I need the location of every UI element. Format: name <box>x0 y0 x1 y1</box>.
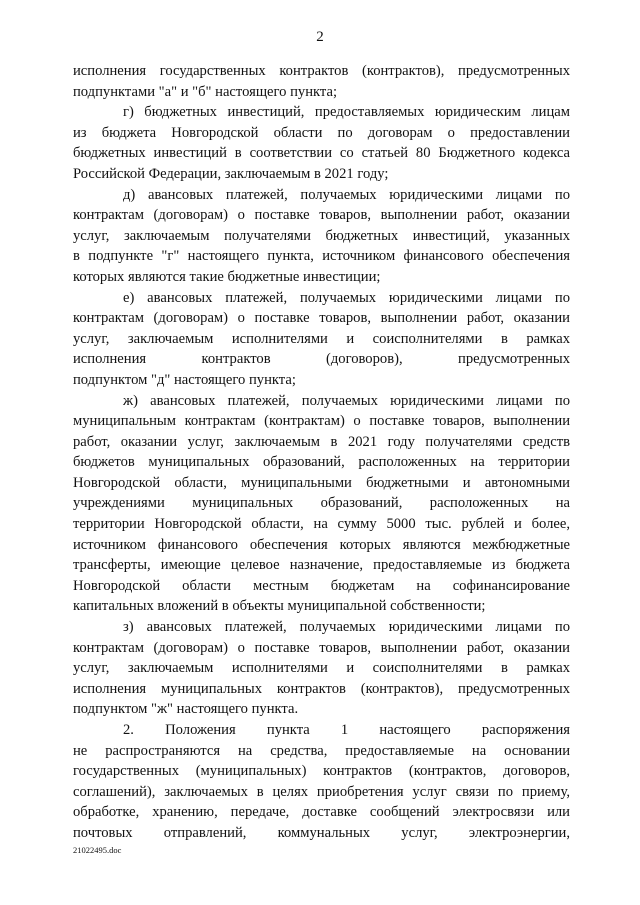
text-line: бюджетных инвестиций в соответствии со статьей 80 Бюджетного кодекса <box>73 145 570 162</box>
text-line: муниципальным контрактам (контрактам) о поставке товаров, выполнении <box>73 413 570 430</box>
paragraph-item-d <box>73 185 570 288</box>
document-file-name: 21022495.doc <box>73 845 122 855</box>
paragraph-item-z <box>73 617 570 720</box>
text-line: подпунктом "д" настоящего пункта; <box>73 371 296 388</box>
text-line: исполнения государственных контрактов (контрактов), предусмотренных <box>73 63 570 79</box>
paragraph-point-2 <box>73 720 570 844</box>
text-line: которых являются такие бюджетные инвестиции; <box>73 268 381 285</box>
text-line: капитальных вложений в объекты муниципальной собственности; <box>73 598 486 615</box>
text-line: подпунктом "ж" настоящего пункта. <box>73 701 299 718</box>
text-line: государственных (муниципальных) контрактов (контрактов, договоров, <box>73 763 570 780</box>
paragraph-continuation <box>73 61 570 102</box>
text-line: Российской Федерации, заключаемым в 2021 году; <box>73 165 389 182</box>
paragraph-item-g <box>73 102 570 184</box>
text-line: контрактам (договорам) о поставке товаров, выполнении работ, оказании <box>73 310 570 327</box>
text-line: подпунктами "а" и "б" настоящего пункта; <box>73 83 338 100</box>
text-line: почтовых отправлений, коммунальных услуг, электроэнергии, <box>73 824 570 841</box>
text-line: территории Новгородской области, на сумму 5000 тыс. рублей и более, <box>73 516 570 533</box>
paragraph-item-zh <box>73 391 570 618</box>
document-body <box>73 61 570 844</box>
text-line: Новгородской области, муниципальными бюджетными и автономными <box>73 474 570 491</box>
paragraph-item-e <box>73 288 570 391</box>
page-number: 2 <box>316 29 324 45</box>
text-line: услуг, заключаемым получателями бюджетных инвестиций, указанных <box>73 227 570 244</box>
text-line: Новгородской области местным бюджетам на софинансирование <box>73 577 570 594</box>
text-line: д) авансовых платежей, получаемых юридическими лицами по <box>123 186 570 203</box>
text-line: не распространяются на средства, предоставляемые на основании <box>73 742 570 759</box>
text-line: услуг, заключаемым исполнителями и соисполнителями в рамках <box>73 660 570 677</box>
text-line: соглашений), заключаемых в целях приобретения услуг связи по приему, <box>73 783 570 800</box>
text-line: источником финансового обеспечения которых являются межбюджетные <box>73 536 570 553</box>
text-line: учреждениями муниципальных образований, расположенных на <box>73 495 570 512</box>
text-line: ж) авансовых платежей, получаемых юридическими лицами по <box>123 392 570 409</box>
text-line: 2. Положения пункта 1 настоящего распоряжения <box>123 722 570 738</box>
text-line: контрактам (договорам) о поставке товаров, выполнении работ, оказании <box>73 639 570 656</box>
text-line: в подпункте "г" настоящего пункта, источником финансового обеспечения <box>73 248 570 265</box>
text-line: услуг, заключаемым исполнителями и соисполнителями в рамках <box>73 330 570 347</box>
text-line: контрактам (договорам) о поставке товаров, выполнении работ, оказании <box>73 207 570 224</box>
text-line: исполнения муниципальных контрактов (контрактов), предусмотренных <box>73 680 570 697</box>
text-line: из бюджета Новгородской области по договорам о предоставлении <box>73 124 570 141</box>
text-line: исполнения контрактов (договоров), предусмотренных <box>73 351 570 368</box>
text-line: г) бюджетных инвестиций, предоставляемых юридическим лицам <box>123 104 570 121</box>
text-line: трансферты, имеющие целевое назначение, предоставляемые из бюджета <box>73 557 570 574</box>
text-line: з) авансовых платежей, получаемых юридическими лицами по <box>123 619 570 636</box>
text-line: е) авансовых платежей, получаемых юридическими лицами по <box>123 289 570 306</box>
text-line: бюджетов муниципальных образований, расположенных на территории <box>73 454 570 471</box>
text-line: работ, оказании услуг, заключаемым в 2021 году получателями средств <box>73 433 570 450</box>
text-line: обработке, хранению, передаче, доставке сообщений электросвязи или <box>73 804 570 821</box>
